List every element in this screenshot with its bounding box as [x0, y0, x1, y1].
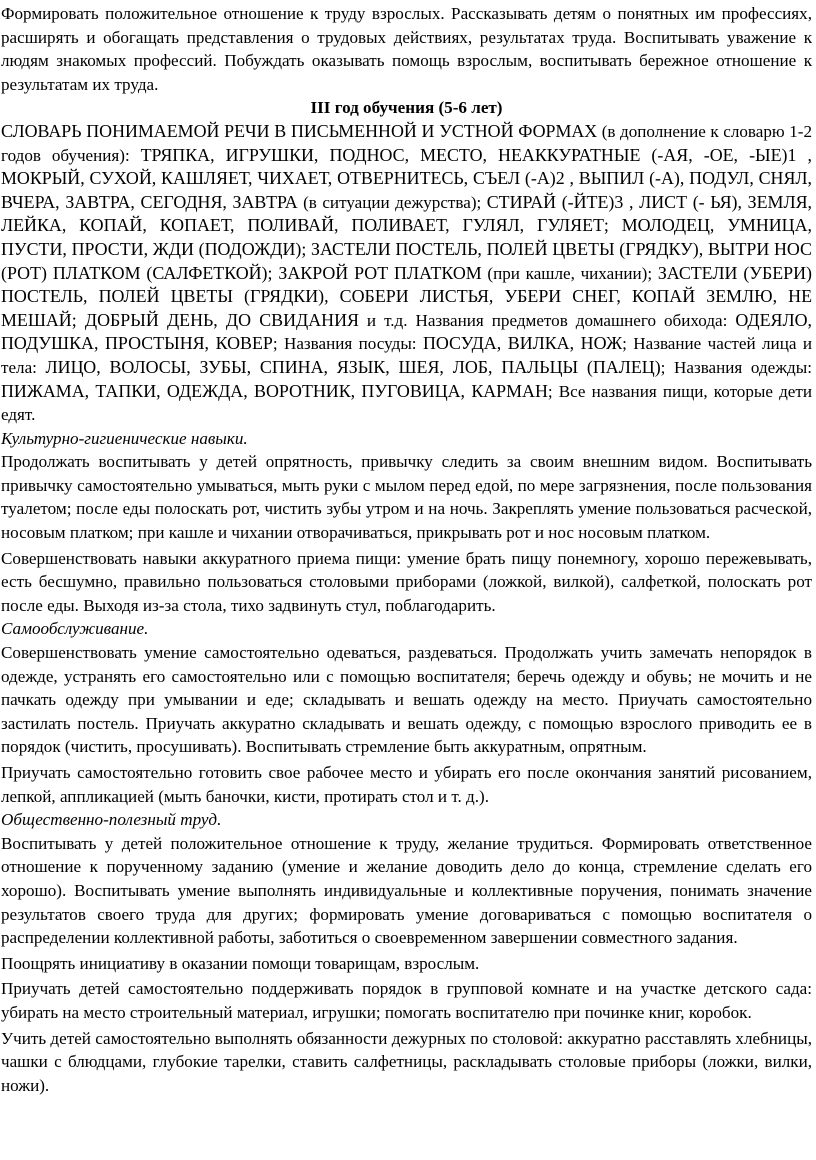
vocabulary-caps-text: ОДЕЯЛО, ПОДУШКА, ПРОСТЫНЯ, КОВЕР	[1, 309, 812, 354]
vocabulary-caps-text: ПОСУДА, ВИЛКА, НОЖ	[422, 333, 623, 354]
labor-paragraph-4: Учить детей самостоятельно выполнять обязанности дежурных по столовой: аккуратно расставлять хлебницы, чашки с блюдцами, глубокие тарелки, ставить салфетницы, раскладывать столовые приборы (ложки, вилки, ножи).	[1, 1028, 812, 1095]
hygiene-paragraph-1: Продолжать воспитывать у детей опрятность, привычку следить за своим внешним видом. Воспитывать привычку самостоятельно умываться, мыть руки с мылом перед едой, по мере загрязнения, после пользования туалетом; после еды полоскать рот, чистить зубы утром и на ночь. Закреплять умение пользоваться расческой, носовым платком; при кашле и чихании отворачиваться, прикрывать рот и нос носовым платком.	[1, 452, 812, 543]
vocabulary-text: (при кашле, чихании);	[481, 263, 658, 283]
hygiene-section-title: Культурно-гигиенические навыки.	[1, 428, 248, 448]
hygiene-paragraph-2: Совершенствовать навыки аккуратного приема пищи: умение брать пищу понемногу, хорошо пережевывать, есть бесшумно, правильно пользоваться столовыми приборами (ложкой, вилкой), салфеткой, полоскать рот после еды. Выходя из-за стола, тихо задвинуть стул, поблагодарить.	[1, 548, 812, 615]
vocabulary-caps-text: ТРЯПКА, ИГРУШКИ, ПОДНОС, МЕСТО, НЕАККУРАТНЫЕ (-АЯ, -ОЕ, -ЫЕ)1 , МОКРЫЙ, СУХОЙ, КАШЛЯЕТ, ЧИХАЕТ, ОТВЕРНИТЕСЬ, СЪЕЛ (-А)2 , ВЫПИЛ (-А), ПОДУЛ, СНЯЛ, ВЧЕРА, ЗАВТРА, СЕГОДНЯ, ЗАВТРА	[1, 144, 812, 212]
vocabulary-caps-text: СЛОВАРЬ ПОНИМАЕМОЙ РЕЧИ В ПИСЬМЕННОЙ И УСТНОЙ ФОРМАХ	[1, 120, 598, 141]
vocabulary-caps-text: ЛИЦО, ВОЛОСЫ, ЗУБЫ, СПИНА, ЯЗЫК, ШЕЯ, ЛОБ, ПАЛЬЦЫ (ПАЛЕЦ)	[45, 356, 661, 377]
labor-section-title: Общественно-полезный труд.	[1, 810, 222, 830]
vocabulary-paragraph	[1, 120, 812, 427]
intro-paragraph: Формировать положительное отношение к труду взрослых. Рассказывать детям о понятных им профессиях, расширять и обогащать представления о трудовых действиях, результатах труда. Воспитывать уважение к людям знакомых профессий. Побуждать оказывать помощь взрослым, воспитывать бережное отношение к результатам их труда.	[1, 4, 812, 94]
vocabulary-text: (в ситуации дежурства);	[297, 192, 487, 212]
vocabulary-caps-text: СТИРАЙ (-ЙТЕ)3 , ЛИСТ (- ЬЯ), ЗЕМЛЯ, ЛЕЙКА, КОПАЙ, КОПАЕТ, ПОЛИВАЙ, ПОЛИВАЕТ, ГУЛЯЛ, ГУЛЯЕТ; МОЛОДЕЦ, УМНИЦА, ПУСТИ, ПРОСТИ, ЖДИ (ПОДОЖДИ); ЗАСТЕЛИ ПОСТЕЛЬ, ПОЛЕЙ ЦВЕТЫ (ГРЯДКУ), ВЫТРИ НОС (РОТ) ПЛАТКОМ (САЛФЕТКОЙ); ЗАКРОЙ РОТ ПЛАТКОМ	[1, 191, 812, 283]
selfcare-paragraph-2: Приучать самостоятельно готовить свое рабочее место и убирать его после окончания занятий рисованием, лепкой, аппликацией (мыть баночки, кисти, протирать стол и т. д.).	[1, 763, 812, 806]
vocabulary-text: ; Названия посуды:	[272, 334, 423, 354]
selfcare-section-title: Самообслуживание.	[1, 619, 149, 639]
labor-paragraph-3: Приучать детей самостоятельно поддерживать порядок в групповой комнате и на участке детского сада: убирать на место строительный материал, игрушки; помогать воспитателю при починке книг, коробок.	[1, 979, 812, 1022]
labor-paragraph-1: Воспитывать у детей положительное отношение к труду, желание трудиться. Формировать ответственное отношение к порученному заданию (умение и желание доводить дело до конца, стремление сделать его хорошо). Воспитывать умение выполнять индивидуальные и коллективные поручения, понимать значение результатов своего труда для других; формировать умение договариваться с помощью воспитателя о распределении коллективной работы, заботиться о своевременном завершении совместного задания.	[1, 833, 812, 948]
vocabulary-text: и т.д. Названия предметов домашнего обихода:	[358, 310, 736, 330]
vocabulary-text: ; Название частей лица и тела:	[1, 334, 812, 377]
vocabulary-text: ; Названия одежды:	[660, 357, 812, 377]
vocabulary-text: ; Все названия пищи, которые дети едят.	[1, 381, 812, 425]
labor-paragraph-2: Поощрять инициативу в оказании помощи товарищам, взрослым.	[1, 953, 480, 973]
vocabulary-text: (в дополнение к словарю 1-2 годов обучения):	[1, 121, 812, 165]
year-heading: III год обучения (5-6 лет)	[310, 98, 503, 118]
vocabulary-caps-text: ПИЖАМА, ТАПКИ, ОДЕЖДА, ВОРОТНИК, ПУГОВИЦА, КАРМАН	[1, 380, 548, 401]
selfcare-paragraph-1: Совершенствовать умение самостоятельно одеваться, раздеваться. Продолжать учить замечать непорядок в одежде, устранять его самостоятельно или с помощью воспитателя; беречь одежду и обувь; не мочить и не пачкать одежду при умывании и еде; складывать и вешать одежду на место. Приучать самостоятельно застилать постель. Приучать аккуратно складывать и вешать одежду, с помощью взрослого приводить ее в порядок (чистить, просушивать). Воспитывать стремление быть аккуратным, опрятным.	[1, 643, 812, 757]
vocabulary-caps-text: ЗАСТЕЛИ (УБЕРИ) ПОСТЕЛЬ, ПОЛЕЙ ЦВЕТЫ (ГРЯДКИ), СОБЕРИ ЛИСТЬЯ, УБЕРИ СНЕГ, КОПАЙ ЗЕМЛЮ, НЕ МЕШАЙ; ДОБРЫЙ ДЕНЬ, ДО СВИДАНИЯ	[1, 262, 812, 330]
